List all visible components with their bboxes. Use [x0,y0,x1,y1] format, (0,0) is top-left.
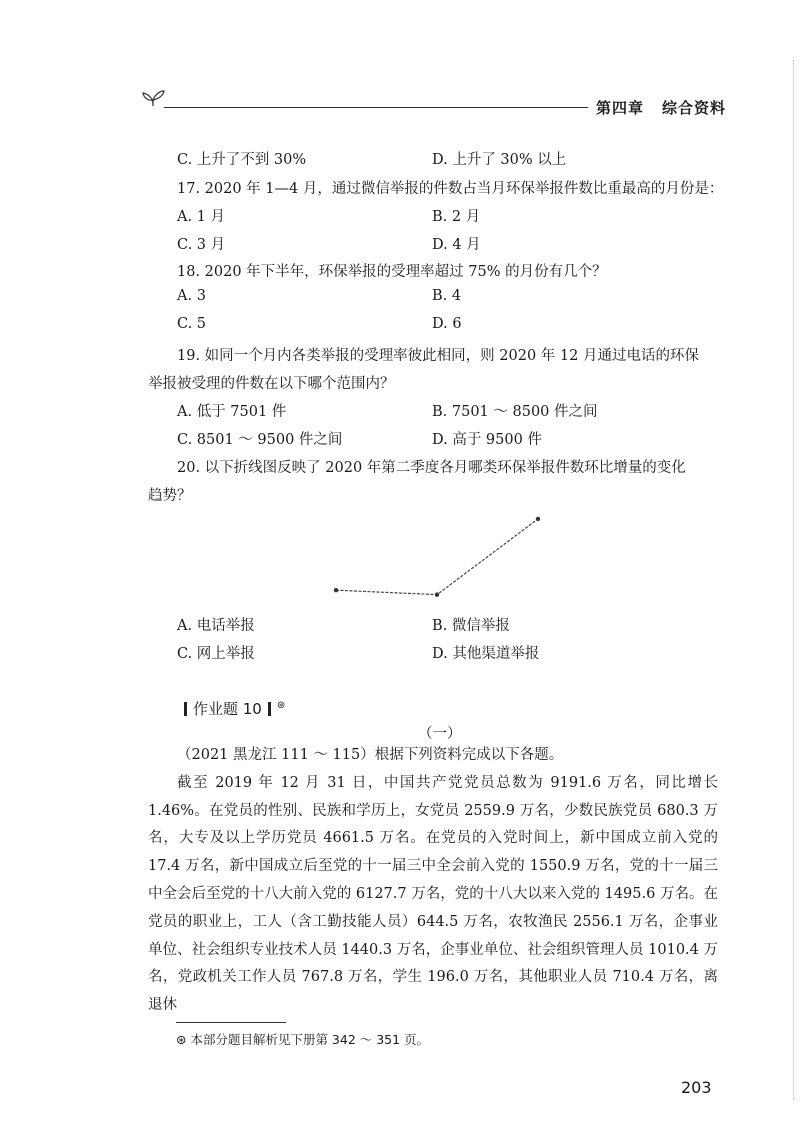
title-bar-left [184,702,187,716]
q20-option-d: D. 其他渠道举报 [432,646,540,662]
q17-stem: 17. 2020 年 1—4 月，通过微信举报的件数占当月环保举报件数比重最高的月份是： [177,181,724,197]
trend-line-chart [320,500,560,610]
homework-title-text: 作业题 10 [193,700,262,718]
q16-option-d: D. 上升了 30% 以上 [432,152,567,168]
material-body: 截至 2019 年 12 月 31 日，中国共产党党员总数为 9191.6 万名，同比增长 1.46%。在党员的性别、民族和学历上，女党员 2559.9 万名，少数民族党员 680.3 万名，大专及以上学历党员 4661.5 万名。在党员的入党时间上，新中国成立前入党的 17.4 万名，新中国成立后至党的十一届三中全会前入党的 1550.9 万名，党的十一届三中全会后至党的十八大前入党的 6127.7 万名，党的十八大以来入党的 1495.6 万名。在党员的职业上，工人（含工勤技能人员）644.5 万名，农牧渔民 2556.1 万名，企事业单位、社会组织专业技术人员 1440.3 万名，企事业单位、社会组织管理人员 1010.4 万名，党政机关工作人员 767.8 万名，学生 196.0 万名，其他职业人员 710.4 万名，离退休 [148,774,718,1014]
q18-option-d: D. 6 [432,316,462,332]
q17-option-b: B. 2 月 [432,209,481,225]
q17-option-a: A. 1 月 [177,209,226,225]
material-block [148,742,718,1020]
footnote-marker-icon: ⊛ [176,1032,191,1047]
header-rule [164,107,588,108]
q19-option-d: D. 高于 9500 件 [432,432,542,448]
homework-title [178,698,285,719]
chapter-label: 第四章 [596,99,645,117]
q18-option-c: C. 5 [177,316,207,332]
q18-stem: 18. 2020 年下半年，环保举报的受理率超过 75% 的月份有几个？ [177,264,607,280]
q20-option-c: C. 网上举报 [177,646,255,662]
q20-option-a: A. 电话举报 [177,618,255,634]
q17-option-d: D. 4 月 [432,237,481,253]
data-point-6月 [536,517,540,521]
running-header [596,97,726,118]
q16-option-c: C. 上升了不到 30% [177,152,307,168]
q18-option-a: A. 3 [177,288,206,304]
section-label: 综合资料 [662,99,727,117]
q19-stem-line2: 举报被受理的件数在以下哪个范围内？ [148,376,395,392]
q19-option-a: A. 低于 7501 件 [177,404,287,420]
q20-stem-line2: 趋势？ [148,488,192,504]
q19-stem-line1: 19. 如同一个月内各类举报的受理率彼此相同，则 2020 年 12 月通过电话的环保 [177,348,699,364]
data-point-5月 [435,592,439,596]
q20-option-b: B. 微信举报 [432,618,510,634]
data-point-4月 [334,588,338,592]
source-line: （2021 黑龙江 111 ～ 115）根据下列资料完成以下各题。 [177,747,564,763]
q17-option-c: C. 3 月 [177,237,226,253]
footnote-marker-icon: ⊛ [276,700,286,711]
title-bar-right [268,702,271,716]
series-line [336,519,538,595]
subsection-label: （一） [418,726,462,742]
footnote-rule [176,1022,286,1023]
q19-option-b: B. 7501 ～ 8500 件之间 [432,404,598,420]
footnote-text: 本部分题目解析见下册第 342 ～ 351 页。 [190,1032,430,1047]
scan-edge [787,60,794,1100]
q19-option-c: C. 8501 ～ 9500 件之间 [177,432,343,448]
leaf-ornament-icon [140,84,166,112]
footnote [176,1030,429,1048]
page-number: 203 [681,1078,712,1097]
q20-stem-line1: 20. 以下折线图反映了 2020 年第二季度各月哪类环保举报件数环比增量的变化 [177,460,686,476]
q18-option-b: B. 4 [432,288,462,304]
